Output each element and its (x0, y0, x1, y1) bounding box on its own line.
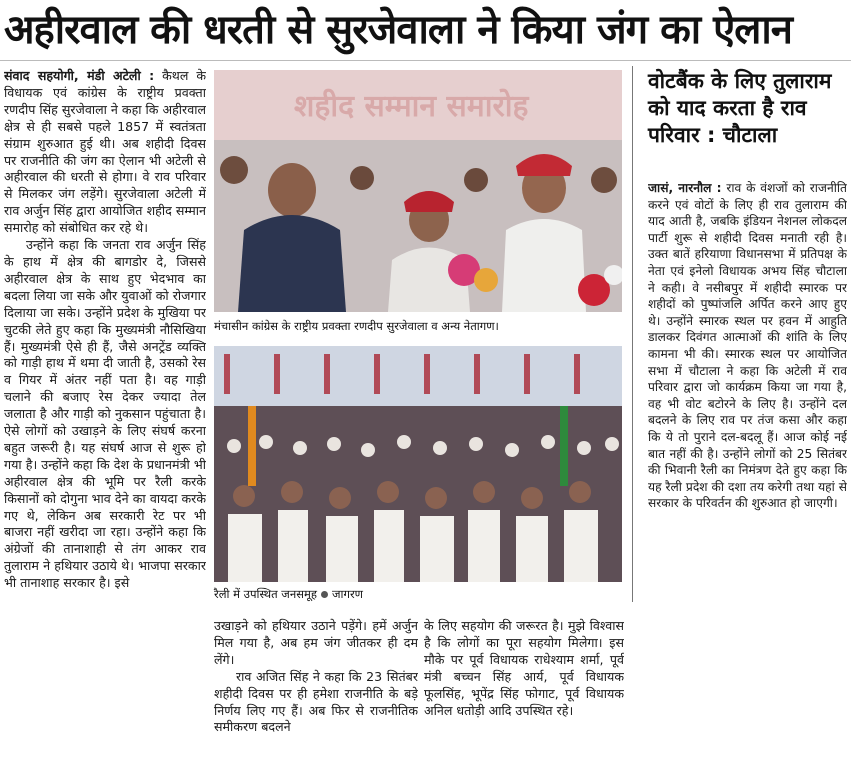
main-story-paragraph: कैथल के विधायक एवं कांग्रेस के राष्ट्रीय प्रवक्ता रणदीप सिंह सुरजेवाला ने कहा कि अहीरवाल क्षेत्र से ही सबसे पहले 1857 में स्वतंत्रता संग्राम शुरुआत हुई थी। अब शहीदी दिवस पर राजनीति की जंग का ऐलान भी अटेली से अहीरवाल की धरती से होगा। वे राव परिवार से मिलकर जंग लड़ेंगे। सुरजेवाला अटेली में राव अर्जुन सिंह द्वारा आयोजित शहीद सम्मान समारोह को संबोधित कर रहे थे। (4, 68, 206, 236)
main-story-column-1 (4, 68, 206, 762)
rally-crowd-photo (214, 346, 622, 582)
photo-credit: जागरण (331, 587, 363, 601)
stage-leaders-illustration (214, 70, 622, 312)
stage-photo-caption: मंचासीन कांग्रेस के राष्ट्रीय प्रवक्ता रणदीप सुरजेवाला व अन्य नेतागण। (214, 319, 499, 333)
headline-rule (0, 60, 851, 61)
side-story-text: राव के वंशजों को राजनीति करने एवं वोटों के लिए ही राव तुलाराम की याद आती है, जबकि इंडियन नेशनल लोकदल पार्टी शुरू से शहीदी दिवस मनाती रही है। उक्त बातें हरियाणा विधानसभा में प्रतिपक्ष के नेता एवं इनेलो विधायक अभय सिंह चौटाला ने कही। वे नसीबपुर में शहीदी स्मारक पर शहीदों को पुष्पांजलि अर्पित करने आए हुए थे। उन्होंने स्मारक स्थल पर हवन में आहुति डालकर दिवंगत आत्माओं की शांति के लिए कामना भी की। स्मारक स्थल पर आयोजित सभा में चौटाला ने कहा कि अटेली में राव परिवार द्वारा जो कार्यक्रम किया जा गया है, वह भी वोट बटोरने के लिए है। उन्होंने दल बदलने के लिए राव पर तंज कसा और कहा कि ये तो पुराने दल-बदलू हैं। आज कोई नई बात नहीं की है। उन्होंने लोगों को 25 सितंबर की भिवानी रैली का निमंत्रण देते हुए कहा कि यह रैली प्रदेश की दशा तय करेगी तथा यहां से सरकार के परिवर्तन की शुरुआत हो जाएगी। (648, 181, 847, 511)
main-story-paragraph: उन्होंने कहा कि जनता राव अर्जुन सिंह के हाथ में क्षेत्र की बागडोर दे, जिससे अहीरवाल क्षेत्र के साथ हुए भेदभाव का बदला लिया जा सके और युवाओं को रोजगार दिलाया जा सके। उन्होंने प्रदेश के मुखिया पर चुटकी लेते हुए कहा कि मुख्यमंत्री नौसिखिया हैं। मुख्यमंत्री ऐसे ही हैं, जैसे अनट्रेंड व्यक्ति को गाड़ी हाथ में थमा दी जाती है, उसको रेस व गियर में अंतर नहीं पता है। वह गाड़ी चलाने की बजाए रेस देकर ज्यादा तेल जलाता है और गाड़ी को नुकसान पहुंचाता है। ऐसे लोगों को उखाड़ने के लिए संघर्ष करना बहुत जरूरी है। यह संघर्ष आज से शुरू हो गया है। उन्होंने कहा कि देश के प्रधानमंत्री भी अहीरवाल क्षेत्र की भूमि पर रैली करके किसानों को दोगुना भाव देने का वायदा करके गए थे, लेकिन अब सरकारी रेट पर भी बाजरा नहीं खरीदा जा रहा। उन्होंने कहा कि अंग्रेजों की तानाशाही से तंग आकर राव तुलाराम ने हथियार उठाये थे। भाजपा सरकार भी तानाशाह सरकार है। इसे (4, 237, 206, 591)
main-story-intro (4, 68, 206, 237)
crowd-photo-caption (214, 586, 622, 602)
crowd-caption-text: रैली में उपस्थित जनसमूह (214, 587, 317, 601)
side-story-body (648, 180, 847, 604)
side-story-paragraph (648, 180, 847, 512)
main-story-paragraph: राव अजित सिंह ने कहा कि 23 सितंबर शहीदी दिवस पर ही हमेशा राजनीति के बड़े निर्णय लिए गए हैं। अब फिर से राजनीतिक समीकरण बदलने (214, 668, 418, 735)
main-story-column-2 (214, 618, 418, 764)
main-story-paragraph: के लिए सहयोग की जरूरत है। मुझे विश्वास है कि लोगों का पूरा सहयोग मिलेगा। इस मौके पर पूर्व विधायक राधेश्याम शर्मा, पूर्व मंत्री बच्चन सिंह आर्य, पूर्व विधायक फूलसिंह, भूपेंद्र सिंह फोगाट, पूर्व विधायक अनिल धतोड़ी आदि उपस्थित रहे। (424, 618, 624, 718)
main-story-paragraph: उखाड़ने को हथियार उठाने पड़ेंगे। हमें अर्जुन मिल गया है, अब हम जंग जीतकर ही दम लेंगे। (214, 618, 418, 667)
side-story-dateline: जासं, नारनौल : (648, 181, 722, 195)
side-story-headline: वोटबैंक के लिए तुलाराम को याद करता है राव परिवार : चौटाला (648, 69, 832, 147)
column-divider (632, 66, 633, 602)
main-story-dateline: संवाद सहयोगी, मंडी अटेली : (4, 68, 155, 83)
page-headline: अहीरवाल की धरती से सुरजेवाला ने किया जंग का ऐलान (4, 7, 792, 53)
credit-dot-icon (321, 591, 328, 598)
stage-leaders-photo (214, 70, 622, 312)
stage-banner-text: शहीद सम्मान समारोह (294, 89, 529, 124)
rally-crowd-illustration (214, 346, 622, 582)
main-story-column-3 (424, 618, 624, 764)
